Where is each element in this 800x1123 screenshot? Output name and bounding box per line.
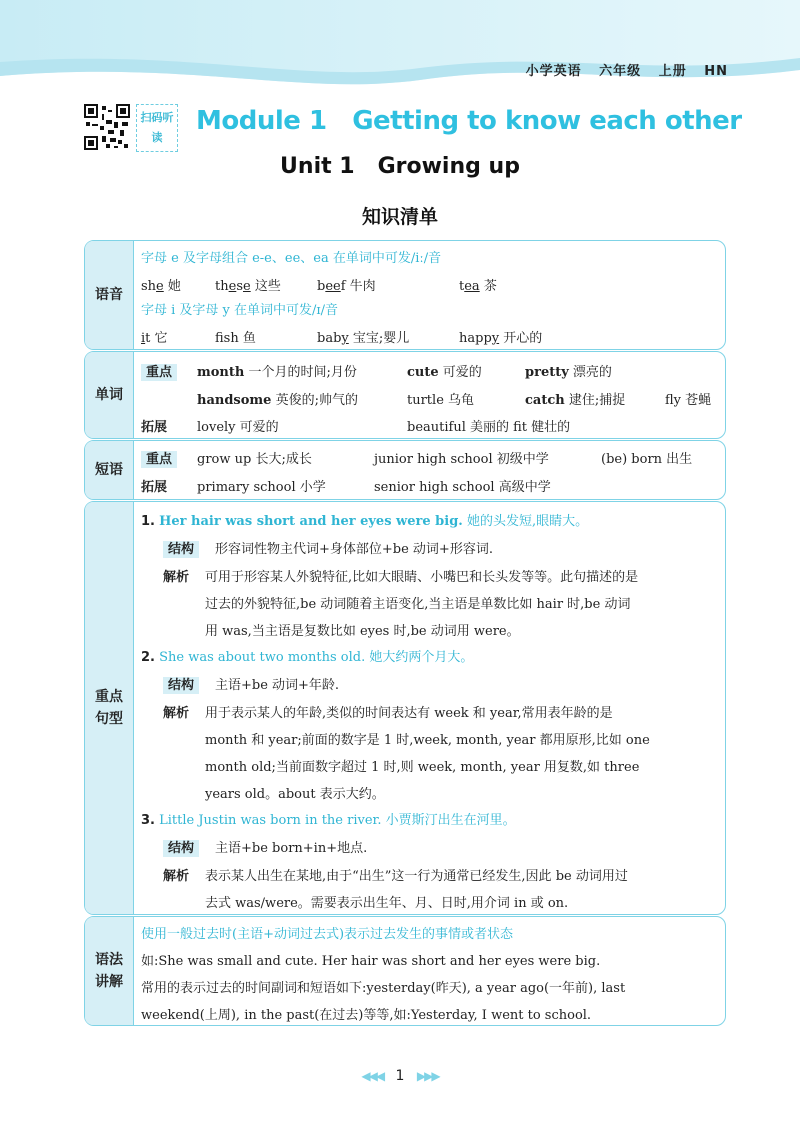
key-tag: 重点: [141, 451, 177, 468]
phrase-junior-high: junior high school 初级中学: [374, 452, 549, 467]
analysis-1-line-2: 过去的外貌特征,be 动词随着主语变化,当主语是单数比如 hair 时,be 动词: [205, 597, 631, 612]
analysis-tag: 解析: [163, 869, 190, 884]
section-label: [85, 917, 134, 1025]
word-fish: fsh 鱼: [215, 331, 256, 346]
word-beef: beef 牛肉: [317, 279, 376, 294]
analysis-1-line-3: 用 was,当主语是复数比如 eyes 时,be 动词用 were。: [205, 624, 520, 639]
grammar-section: [84, 916, 726, 1026]
section-title: 知识清单: [361, 206, 438, 228]
analysis-tag: 解析: [163, 570, 190, 585]
analysis-1-line-1: 可用于形容某人外貌特征,比如大眼睛、小嘴巴和长头发等等。此句描述的是: [205, 570, 639, 585]
section-label: 语音: [85, 241, 134, 349]
vocab-catch: catch 逮住;捕捉: [525, 393, 626, 408]
unit-title: Unit 1 Growing up: [280, 154, 520, 179]
word-these: these 这些: [215, 279, 281, 294]
section-label: [85, 502, 134, 914]
header-wave-banner: [0, 0, 800, 95]
phrase-grow-up: grow up 长大;成长: [197, 452, 312, 467]
analysis-3-line-2: 去式 was/were。需要表示出生年、月、日时,用介词 in 或 on.: [205, 896, 569, 911]
module-title: Module 1 Getting to know each other: [196, 106, 742, 136]
qr-code-icon[interactable]: [84, 104, 130, 150]
word-she: she 她: [141, 279, 181, 294]
word-baby: baby 宝宝;婴儿: [317, 331, 410, 346]
ext-tag: 拓展: [141, 480, 168, 495]
structure-2: 主语+be 动词+年龄.: [215, 678, 340, 693]
vocab-month: month 一个月的时间;月份: [197, 365, 357, 380]
page-number: 1: [395, 1068, 405, 1084]
phrase-born: (be) born 出生: [601, 452, 693, 467]
sentence-2: 2. She was about two months old. 她大约两个月大。: [141, 650, 474, 665]
vocab-fly: fly 苍蝇: [665, 393, 712, 408]
section-label: 短语: [85, 441, 134, 499]
volume: 上册: [658, 64, 687, 79]
grammar-heading: 使用一般过去时(主语+动词过去式)表示过去发生的事情或者状态: [141, 927, 514, 942]
grammar-line-1: 如:She was small and cute. Her hair was short and her eyes were big.: [141, 954, 601, 969]
next-arrows-icon: ▶▶▶: [416, 1069, 439, 1083]
vocabulary-section: [84, 351, 726, 439]
phrases-section: [84, 440, 726, 500]
word-happy: happy 开心的: [459, 331, 543, 346]
structure-tag: 结构: [163, 840, 199, 857]
rule-e: 字母 e 及字母组合 e-e、ee、ea 在单词中可发/iː/音: [141, 251, 442, 266]
section-label: 单词: [85, 352, 134, 438]
scan-listen-label: 扫码听读: [136, 104, 178, 152]
key-sentences-section: [84, 501, 726, 915]
analysis-tag: 解析: [163, 706, 190, 721]
ext-tag: 拓展: [141, 420, 168, 435]
word-it: it 它: [141, 331, 168, 346]
structure-tag: 结构: [163, 677, 199, 694]
analysis-2-line-4: years old。about 表示大约。: [205, 787, 385, 802]
section-label-text: 重点句型: [95, 689, 123, 727]
sentence-3: 3. Little Justin was born in the river. 小贾斯汀出生在河里。: [141, 813, 516, 828]
word-tea: tea 茶: [459, 279, 497, 294]
vocab-handsome: handsome 英俊的;帅气的: [197, 393, 358, 408]
prev-arrows-icon: ◀◀◀: [361, 1069, 384, 1083]
structure-tag: 结构: [163, 541, 199, 558]
phrase-primary-school: primary school 小学: [197, 480, 326, 495]
page-footer: [0, 1068, 800, 1084]
vocab-pretty: pretty 漂亮的: [525, 365, 612, 380]
analysis-3-line-1: 表示某人出生在某地,由于“出生”这一行为通常已经发生,因此 be 动词用过: [205, 869, 628, 884]
sentence-1: 1. Her hair was short and her eyes were big. 她的头发短,眼睛大。: [141, 514, 589, 529]
subject: 小学英语: [525, 64, 582, 79]
structure-1: 形容词性物主代词+身体部位+be 动词+形容词.: [215, 542, 493, 557]
grade: 六年级: [599, 64, 642, 79]
series-info: [514, 60, 728, 79]
analysis-2-line-3: month old;当前面数字超过 1 时,则 week, month, year 用复数,如 three: [205, 760, 640, 775]
grammar-line-3: weekend(上周), in the past(在过去)等等,如:Yesterday, I went to school.: [141, 1008, 592, 1023]
grammar-line-2: 常用的表示过去的时间副词和短语如下:yesterday(昨天), a year ago(一年前), last: [141, 981, 626, 996]
section-label-text: 语法讲解: [95, 952, 123, 990]
vocab-cute: cute 可爱的: [407, 365, 482, 380]
edition: HN: [704, 64, 728, 79]
phrase-senior-high: senior high school 高级中学: [374, 480, 551, 495]
rule-i-y: 字母 i 及字母 y 在单词中可发/ɪ/音: [141, 303, 338, 318]
analysis-2-line-2: month 和 year;前面的数字是 1 时,week, month, year 都用原形,比如 one: [205, 733, 650, 748]
analysis-2-line-1: 用于表示某人的年龄,类似的时间表达有 week 和 year,常用表年龄的是: [205, 706, 613, 721]
vocab-beautiful-fit: beautiful 美丽的 fit 健壮的: [407, 420, 571, 435]
key-tag: 重点: [141, 364, 177, 381]
vocab-lovely: lovely 可爱的: [197, 420, 279, 435]
vocab-turtle: turtle 乌龟: [407, 393, 475, 408]
pronunciation-section: [84, 240, 726, 350]
structure-3: 主语+be born+in+地点.: [215, 841, 368, 856]
